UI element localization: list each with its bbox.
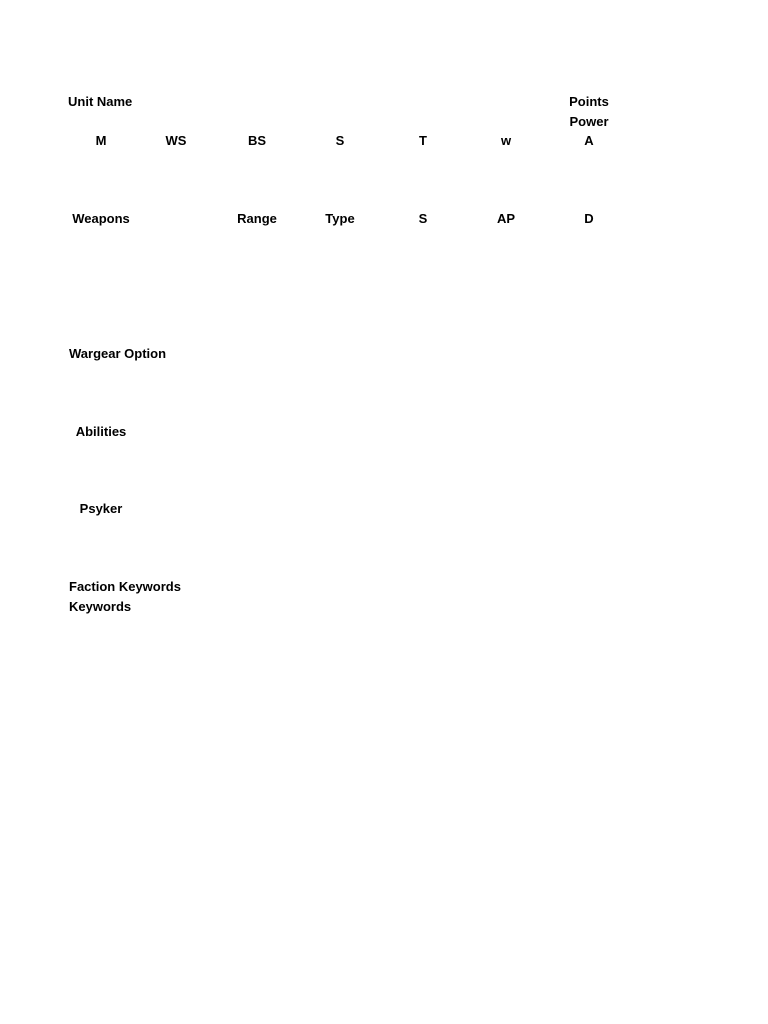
weapon-header-s: S bbox=[418, 211, 428, 226]
wargear-option-label: Wargear Option bbox=[69, 346, 167, 361]
weapon-header-d: D bbox=[584, 211, 594, 226]
keywords-label: Keywords bbox=[69, 599, 132, 614]
psyker-label: Psyker bbox=[79, 501, 123, 516]
weapon-header-range: Range bbox=[237, 211, 277, 226]
stat-header-a: A bbox=[584, 133, 594, 148]
stat-header-t: T bbox=[419, 133, 427, 148]
stat-header-m: M bbox=[95, 133, 107, 148]
stat-header-ws: WS bbox=[165, 133, 187, 148]
stat-header-w: w bbox=[500, 133, 512, 148]
stat-header-bs: BS bbox=[247, 133, 267, 148]
points-label: Points bbox=[569, 94, 609, 109]
stat-header-s: S bbox=[335, 133, 345, 148]
unit-name-label: Unit Name bbox=[68, 94, 133, 109]
faction-keywords-label: Faction Keywords bbox=[69, 579, 181, 594]
weapon-header-type: Type bbox=[325, 211, 355, 226]
weapon-header-ap: AP bbox=[496, 211, 516, 226]
power-label: Power bbox=[569, 114, 609, 129]
weapons-header: Weapons bbox=[72, 211, 130, 226]
abilities-label: Abilities bbox=[75, 424, 127, 439]
